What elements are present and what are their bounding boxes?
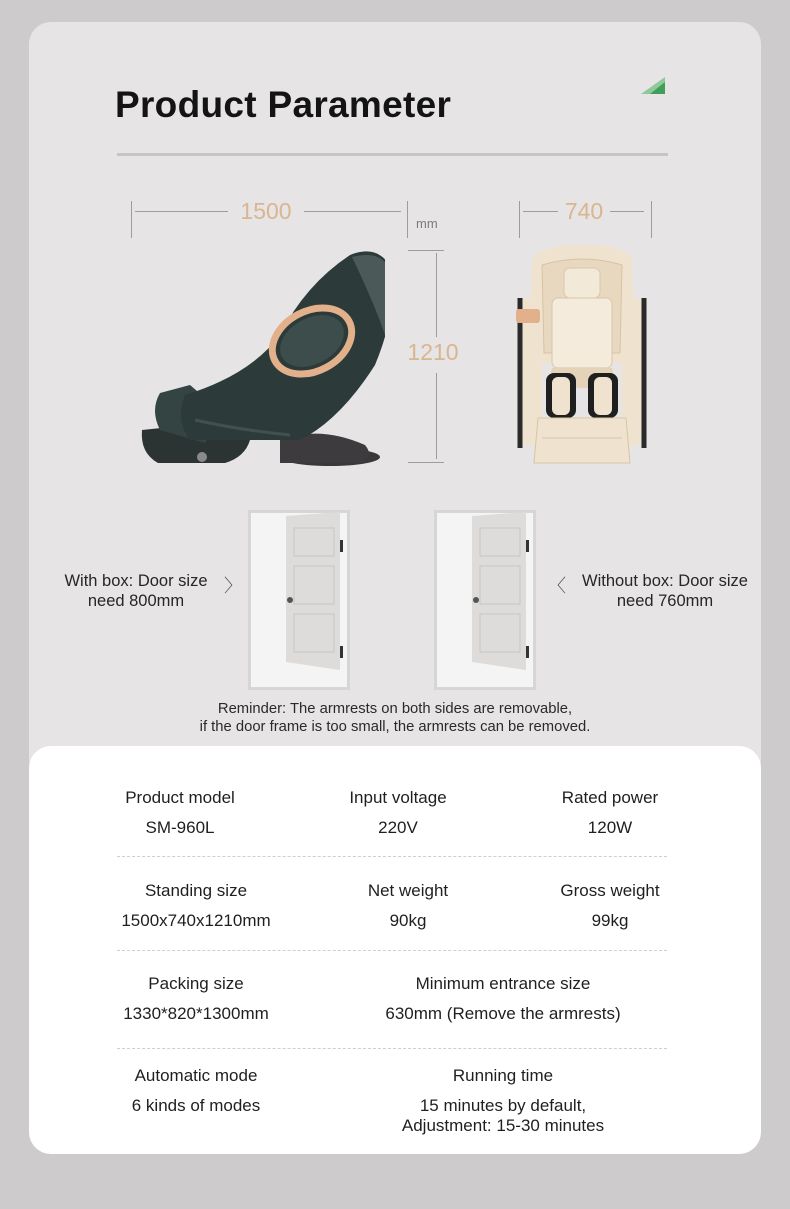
standing-size-value: 1500x740x1210mm <box>121 911 271 930</box>
with-box-line2: need 800mm <box>87 592 185 610</box>
min-entrance-value: 630mm (Remove the armrests) <box>385 1004 621 1023</box>
unit-label: mm <box>416 216 438 231</box>
rated-power-value: 120W <box>587 818 633 837</box>
width-line-right <box>610 211 644 212</box>
door-without-box-image <box>434 510 536 690</box>
auto-mode-label: Automatic mode <box>134 1066 258 1085</box>
net-weight-value: 90kg <box>389 911 427 930</box>
massage-chair-side-image <box>130 245 385 470</box>
net-weight-label: Net weight <box>367 881 449 900</box>
without-box-line1: Without box: Door size <box>582 572 748 590</box>
massage-chair-front-image <box>512 243 652 465</box>
chevron-left-icon: 〈 <box>548 576 566 596</box>
reminder-line1: Reminder: The armrests on both sides are removable, <box>217 701 573 717</box>
rated-power-label: Rated power <box>561 788 659 807</box>
without-box-line2: need 760mm <box>616 592 714 610</box>
input-voltage-value: 220V <box>378 818 418 837</box>
width-line-left <box>523 211 558 212</box>
chevron-right-icon: 〉 <box>224 576 242 596</box>
title-divider <box>117 153 668 156</box>
height-tick-top <box>408 250 444 251</box>
width-value: 740 <box>564 198 604 224</box>
row-divider <box>117 1048 667 1049</box>
height-tick-bottom <box>408 462 444 463</box>
length-value: 1500 <box>240 198 292 224</box>
gross-weight-label: Gross weight <box>560 881 660 900</box>
length-tick-right <box>407 201 408 238</box>
reminder-note <box>0 700 790 736</box>
with-box-door-text <box>40 571 232 611</box>
reminder-line2: if the door frame is too small, the armrests can be removed. <box>199 719 591 735</box>
standing-size-label: Standing size <box>144 881 248 900</box>
packing-size-value: 1330*820*1300mm <box>123 1004 269 1023</box>
running-time-value <box>353 1096 653 1136</box>
width-tick-right <box>651 201 652 238</box>
row-divider <box>117 856 667 857</box>
running-time-value-line1: 15 minutes by default, <box>419 1096 587 1115</box>
length-line-left <box>135 211 228 212</box>
without-box-door-text <box>562 571 768 611</box>
length-tick-left <box>131 201 132 238</box>
min-entrance-label: Minimum entrance size <box>415 974 591 993</box>
auto-mode-value: 6 kinds of modes <box>131 1096 261 1115</box>
product-model-value: SM-960L <box>145 818 215 837</box>
gross-weight-value: 99kg <box>591 911 629 930</box>
row-divider <box>117 950 667 951</box>
product-model-label: Product model <box>125 788 235 807</box>
height-line-top <box>436 253 437 337</box>
input-voltage-label: Input voltage <box>349 788 447 807</box>
running-time-label: Running time <box>452 1066 554 1085</box>
page-title: Product Parameter <box>115 84 452 125</box>
running-time-value-line2: Adjustment: 15-30 minutes <box>401 1116 605 1135</box>
height-line-bottom <box>436 373 437 459</box>
with-box-line1: With box: Door size <box>64 572 208 590</box>
door-with-box-image <box>248 510 350 690</box>
width-tick-left <box>519 201 520 238</box>
height-value: 1210 <box>407 339 459 365</box>
length-line-right <box>304 211 401 212</box>
packing-size-label: Packing size <box>148 974 244 993</box>
corner-accent-icon <box>641 77 665 94</box>
